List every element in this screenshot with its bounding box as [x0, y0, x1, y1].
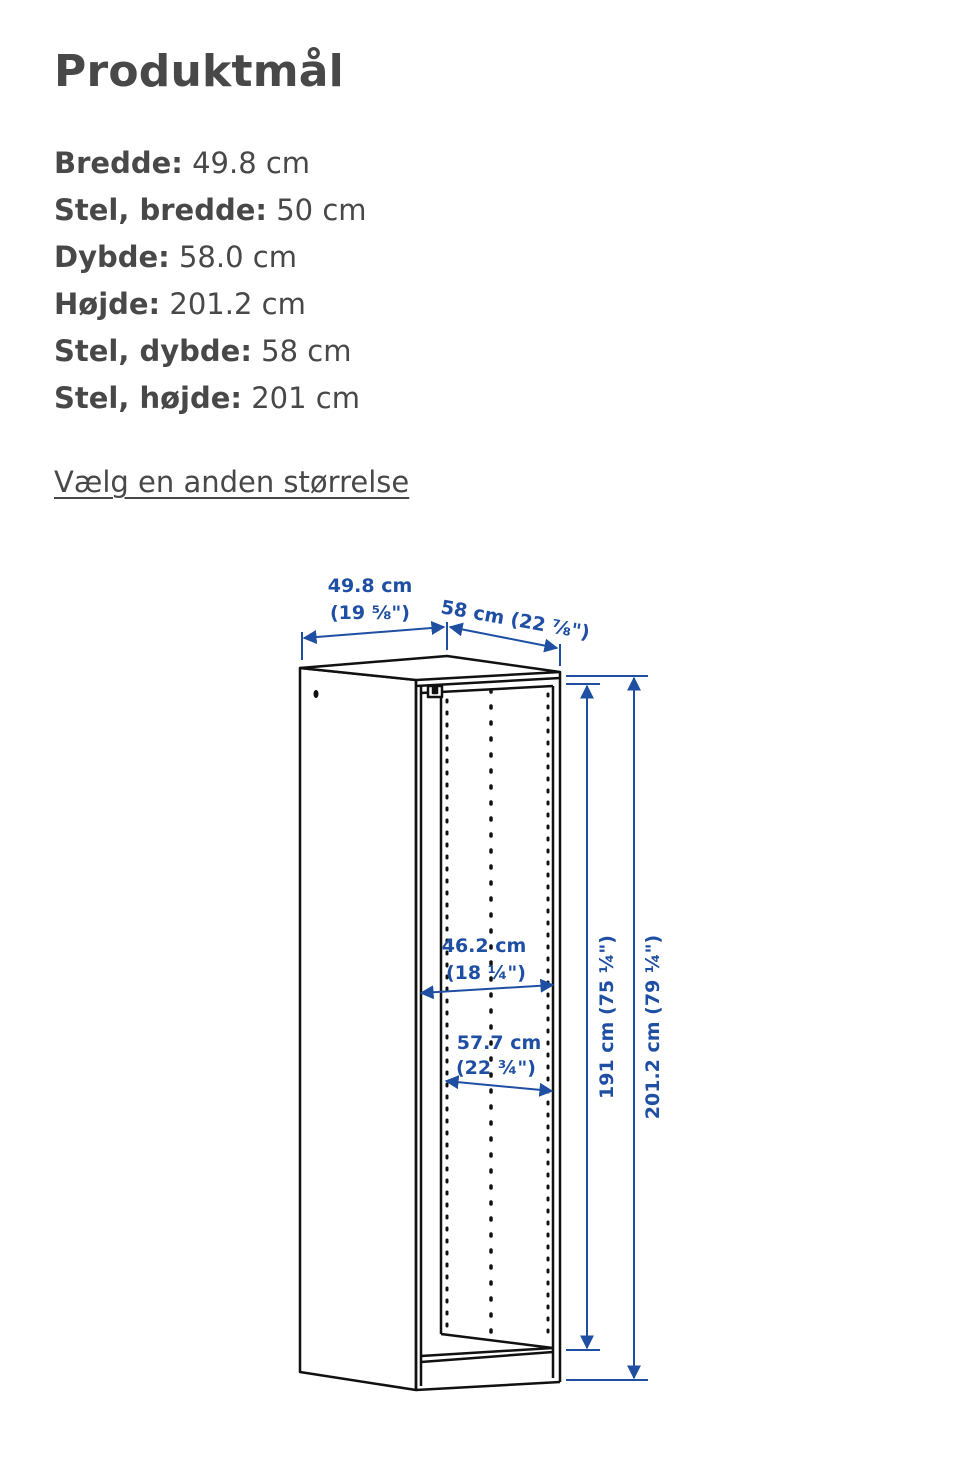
spec-frame-width [54, 187, 367, 234]
depth-label: 58 cm (22 ⅞") [439, 596, 592, 645]
inner-height-label: 191 cm (75 ¼") [596, 935, 618, 1099]
page-title: Produktmål [54, 46, 344, 97]
spec-value: 49.8 cm [192, 146, 311, 180]
spec-value: 58 cm [261, 334, 352, 368]
dimension-list [54, 140, 367, 422]
spec-width [54, 140, 367, 187]
inner-depth-cm-label: 57.7 cm [456, 1032, 542, 1054]
spec-label: Stel, dybde: [54, 334, 252, 368]
spec-value: 58.0 cm [178, 240, 297, 274]
inner-width-inch-label: (18 ¼") [446, 962, 526, 984]
total-height-label: 201.2 cm (79 ¼") [642, 934, 664, 1120]
spec-label: Stel, højde: [54, 381, 243, 415]
spec-label: Dybde: [54, 240, 170, 274]
inner-width-cm-label: 46.2 cm [441, 935, 527, 957]
cabinet-frame-outline [300, 656, 560, 1390]
spec-frame-depth [54, 328, 367, 375]
width-inch-label: (19 ⅝") [330, 602, 410, 624]
spec-label: Bredde: [54, 146, 183, 180]
spec-height [54, 281, 367, 328]
spec-value: 201.2 cm [169, 287, 306, 321]
width-cm-label: 49.8 cm [327, 575, 413, 597]
spec-value: 201 cm [251, 381, 360, 415]
spec-depth [54, 234, 367, 281]
spec-value: 50 cm [276, 193, 367, 227]
spec-label: Stel, bredde: [54, 193, 267, 227]
inner-depth-inch-label: (22 ¾") [456, 1057, 536, 1079]
shelf-hole-dots [447, 690, 548, 1342]
choose-other-size-link[interactable]: Vælg en anden størrelse [54, 465, 410, 499]
wardrobe-dimension-drawing [0, 540, 960, 1440]
spec-frame-height [54, 375, 367, 422]
spec-label: Højde: [54, 287, 161, 321]
